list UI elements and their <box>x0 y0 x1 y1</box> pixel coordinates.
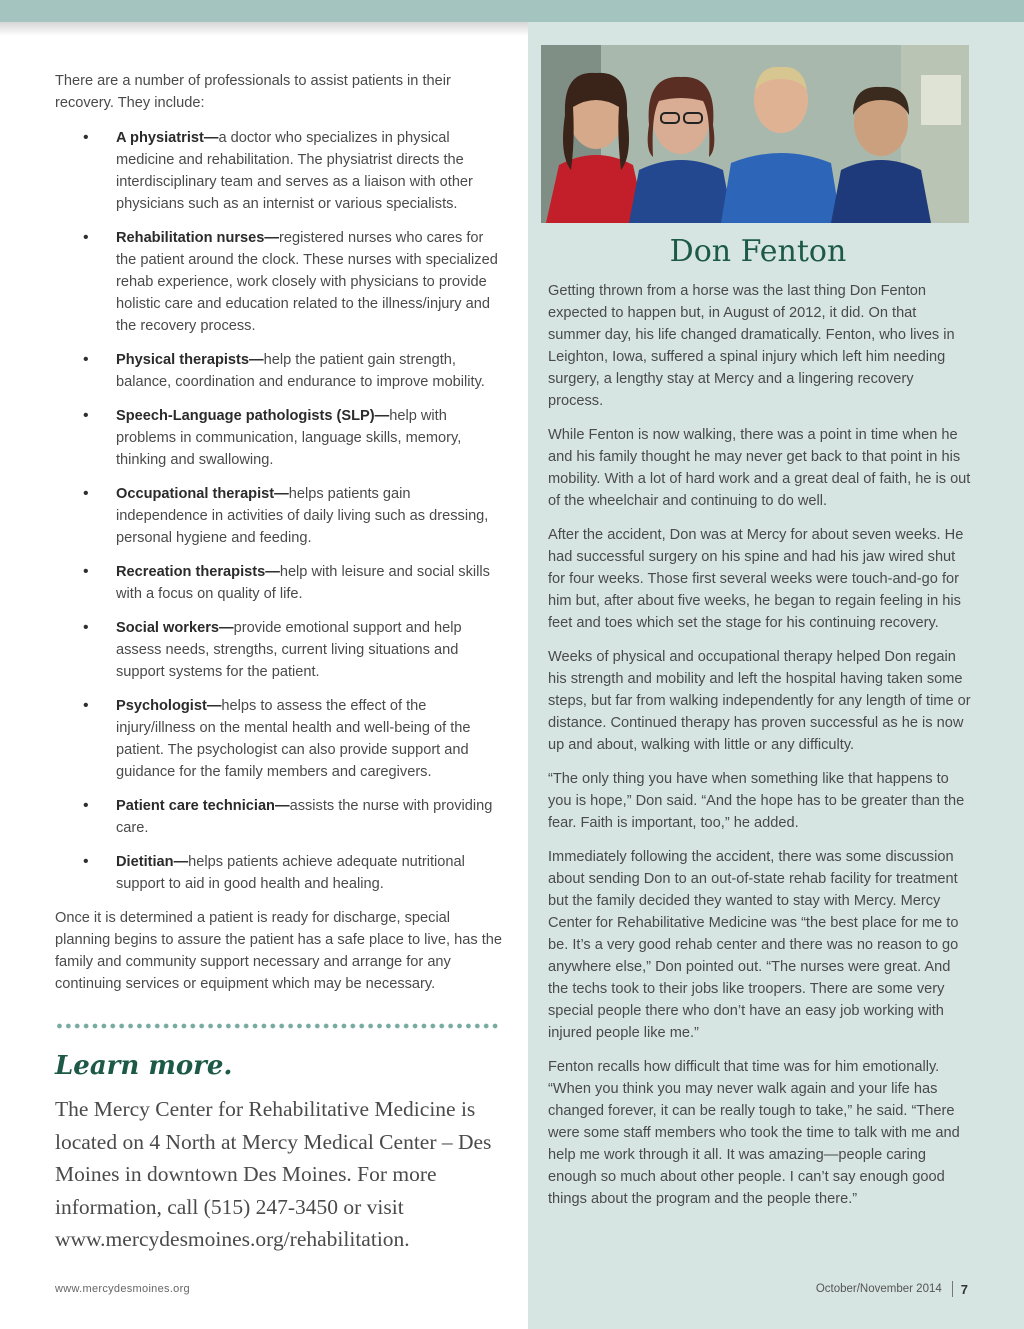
top-band <box>0 0 1024 22</box>
learn-more-body: The Mercy Center for Rehabilitative Medicine is located on 4 North at Mercy Medical Center – Des Moines in downtown Des Moines. For more information, call (515) 247-3450 or visit www.mercydesmoines.org/rehabilitation. <box>55 1097 492 1251</box>
list-desc: helps to assess the effect of the injury/illness on the mental health and well-being of the patient. The psychologist can also provide support and guidance for the family members and caregivers. <box>116 698 471 780</box>
issue-date: October/November 2014 <box>815 1283 942 1295</box>
list-term: Recreation therapists— <box>116 564 280 580</box>
list-desc: a doctor who specializes in physical medicine and rehabilitation. The physiatrist directs the interdisciplinary team and serves as a liaison with other physicians such as an internist or various specialists. <box>116 130 473 212</box>
story-paragraph: While Fenton is now walking, there was a point in time when he and his family thought he may never get back to that point in his mobility. With a lot of hard work and a great deal of faith, he is out of the wheelchair and continuing to do well. <box>548 427 971 509</box>
story-paragraph: Getting thrown from a horse was the last thing Don Fenton expected to happen but, in August of 2012, it did. On that summer day, his life changed dramatically. Fenton, who lives in Leighton, Iowa, suffered a spinal injury which left him needing surgery, a lengthy stay at Mercy and a lingering recovery process. <box>548 283 955 409</box>
list-term: Rehabilitation nurses— <box>116 230 279 246</box>
story-paragraph: After the accident, Don was at Mercy for about seven weeks. He had successful surgery on his spine and had his jaw wired shut for four weeks. Those first several weeks were touch-and-go for him but, after about five weeks, he began to regain feeling in his feet and toes which set the stage for his continuing recovery. <box>548 527 964 631</box>
left-column <box>55 70 503 1256</box>
story-paragraph: Weeks of physical and occupational therapy helped Don regain his strength and mobility and left the hospital having taken some steps, but far from walking independently for any length of time or distance. Continued therapy has proven successful as he is now up and about, walking with little or any difficulty. <box>548 649 971 753</box>
list-item <box>55 349 503 393</box>
bullet-icon: • <box>83 619 89 636</box>
list-item <box>55 405 503 471</box>
bullet-icon: • <box>83 229 89 246</box>
list-desc: helps patients achieve adequate nutritional support to aid in good health and healing. <box>116 854 465 892</box>
list-term: Dietitian— <box>116 854 189 870</box>
dotted-divider <box>55 1023 499 1029</box>
story-paragraph: Immediately following the accident, there was some discussion about sending Don to an out-of-state rehab facility for treatment but the family decided they wanted to stay with Mercy. Mercy Center for Rehabilitative Medicine was “the best place for me to be. It’s a very good rehab center and there was no reason to go anywhere else,” Don pointed out. “The nurses were great. And the techs took to their jobs like troopers. There are some very special people there who don’t have an easy job working with injured people like me.” <box>548 849 959 1041</box>
top-shadow <box>0 22 528 36</box>
list-term: Physical therapists— <box>116 352 264 368</box>
bullet-icon: • <box>83 129 89 146</box>
staff-photo <box>541 45 969 223</box>
list-desc: helps patients gain independence in activities of daily living such as dressing, personal hygiene and feeding. <box>116 486 489 546</box>
page-number: 7 <box>960 1281 968 1297</box>
list-term: Psychologist— <box>116 698 222 714</box>
closing-paragraph: Once it is determined a patient is ready for discharge, special planning begins to assure the patient has a safe place to live, has the family and community support necessary and arrange for any continuing services or equipment which may be necessary. <box>55 910 503 992</box>
story-title: Don Fenton <box>669 234 847 269</box>
list-item <box>55 795 503 839</box>
list-term: Social workers— <box>116 620 234 636</box>
list-desc: registered nurses who cares for the patient around the clock. These nurses with specialized rehab experience, work closely with physicians to provide holistic care and education related to the illness/injury and the recovery process. <box>116 230 498 334</box>
bullet-icon: • <box>83 697 89 714</box>
intro-paragraph: There are a number of professionals to assist patients in their recovery. They include: <box>55 73 451 111</box>
story-body <box>548 280 972 1222</box>
list-desc: help with leisure and social skills with a focus on quality of life. <box>116 564 490 602</box>
list-desc: help with problems in communication, language skills, memory, thinking and swallowing. <box>116 408 462 468</box>
bullet-icon: • <box>83 563 89 580</box>
bullet-icon: • <box>83 351 89 368</box>
story-paragraph: Fenton recalls how difficult that time was for him emotionally. “When you think you may never walk again and your life has changed forever, it can be really tough to take,” he said. “There were some staff members who took the time to talk with me and help me work through it all. It was amazing—people caring enough so much about other people. I can’t say enough good things about the program and the people there.” <box>548 1059 960 1207</box>
footer-issue <box>816 1281 968 1297</box>
story-paragraph: “The only thing you have when something like that happens to you is hope,” Don said. “And the hope has to be greater than the fear. Faith is important, too,” he added. <box>548 771 965 831</box>
list-item <box>55 127 503 215</box>
list-item <box>55 695 503 783</box>
list-desc: help the patient gain strength, balance, coordination and endurance to improve mobility. <box>116 352 485 390</box>
bullet-icon: • <box>83 407 89 424</box>
list-item <box>55 851 503 895</box>
bullet-icon: • <box>83 853 89 870</box>
list-term: Patient care technician— <box>116 798 290 814</box>
professionals-list <box>55 127 503 895</box>
list-item <box>55 227 503 337</box>
learn-more-heading: Learn more. <box>55 1051 233 1081</box>
bullet-icon: • <box>83 485 89 502</box>
list-item <box>55 617 503 683</box>
list-term: Speech-Language pathologists (SLP)— <box>116 408 390 424</box>
photo-illustration <box>541 45 969 223</box>
footer-divider <box>952 1281 953 1297</box>
list-desc: assists the nurse with providing care. <box>116 798 493 836</box>
list-term: Occupational therapist— <box>116 486 289 502</box>
bullet-icon: • <box>83 797 89 814</box>
list-item <box>55 561 503 605</box>
list-term: A physiatrist— <box>116 130 219 146</box>
list-desc: provide emotional support and help assess needs, strengths, current living situations and support systems for the patient. <box>116 620 462 680</box>
footer-website: www.mercydesmoines.org <box>55 1283 190 1295</box>
list-item <box>55 483 503 549</box>
